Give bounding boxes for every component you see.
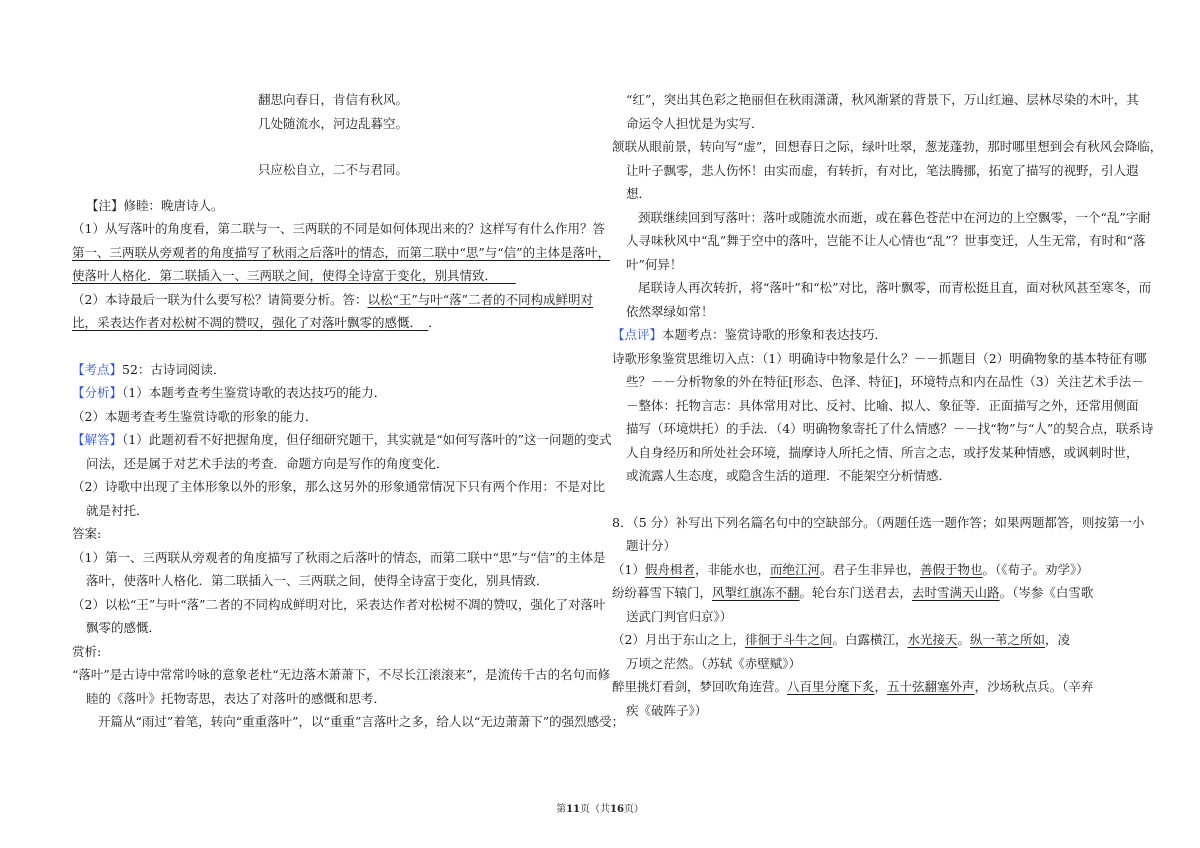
- analysis-line: 颈联继续回到写落叶：落叶或随流水而逝，或在暮色苍茫中在河边的上空飘零，一个“乱”字耐: [638, 209, 1151, 225]
- answer-2-line: 比，采表达作者对松树不凋的赞叹，强化了对落叶飘零的感慨． ．: [72, 315, 441, 330]
- kaodian: 【考点】52：古诗词阅读．: [72, 361, 226, 377]
- poem-line: 翻思向春日，肯信有秋风。: [258, 92, 409, 107]
- answer-1-text: 使落叶人格化．第二联插入一、三两联之间，使得全诗富于变化，别具情致．: [72, 268, 491, 283]
- fill-2-line: （2）月出于东山之上，徘徊于斗牛之间。白露横江，水光接天。纵一苇之所如，凌: [612, 632, 1071, 647]
- shangxi-line: 开篇从“雨过”着笔，转向“重重落叶”，以“重重”言落叶之多，给人以“无边萧萧下”的强烈感受；: [98, 714, 625, 729]
- page-footer: 第11页（共16页）: [556, 804, 644, 815]
- blank-answer: 善假于物也: [920, 561, 983, 577]
- jieda-tag: 【解答】: [72, 432, 123, 447]
- answer-1-line: [72, 264, 592, 288]
- answer-1-line: 第一、三两联从旁观者的角度描写了秋雨之后落叶的情态，而第二联中“思”与“信”的主体是落叶，: [72, 244, 611, 260]
- analysis-line: “红”，突出其色彩之艳丽但在秋雨潇潇，秋风渐紧的背景下，万山红遍、层林尽染的木叶，其: [626, 92, 1139, 107]
- shangxi-line: “落叶”是古诗中常常吟咏的意象老杜“无边落木萧萧下，不尽长江滚滚来”，是流传千古的名句而修: [72, 667, 611, 682]
- blank-answer: 假舟楫者: [644, 561, 695, 577]
- answer-line: （2）以松“王”与叶“落”二者的不同构成鲜明对比，采表达作者对松树不凋的赞叹，强化了对落叶: [72, 596, 606, 612]
- guide-line: －整体：托物言志：具体常用对比、反衬、比喻、拟人、象征等．正面描写之外，还常用侧面: [626, 397, 1139, 413]
- page-total: 16: [610, 804, 624, 815]
- answer-2-text: 以松“王”与叶“落”二者的不同构成鲜明对: [367, 291, 594, 307]
- blank-answer: 八百里分麾下炙: [787, 679, 875, 694]
- dianping: 【点评】本题考点：鉴赏诗歌的形象和表达技巧．: [612, 327, 888, 342]
- answer-label: 答案:: [72, 526, 102, 541]
- fenxi-line: （2）本题考查考生鉴赏诗歌的形象的能力．: [72, 408, 318, 424]
- guide-line: 些？－－分析物象的外在特征[形态、色泽、特征]，环境特点和内在品性（3）关注艺术手法－: [626, 374, 1144, 389]
- fill-1-line: 送武门判官归京》）: [626, 608, 733, 624]
- question-2: （2）本诗最后一联为什么要写松？请简要分析。答：以松“王”与叶“落”二者的不同构成鲜明对: [72, 291, 594, 307]
- right-column: [612, 88, 1163, 722]
- shangxi-line: 睦的《落叶》托物寄思，表达了对落叶的感慨和思考．: [86, 690, 387, 706]
- analysis-line: 颔联从眼前景，转向写“虚”，回想春日之际，绿叶吐翠，葱茏蓬勃，那时哪里想到会有秋风会降临，: [612, 139, 1163, 154]
- analysis-line: 人寻味秋风中“乱”舞于空中的落叶，岂能不让人心情也“乱”？世事变迁，人生无常，有时和“落: [626, 233, 1146, 248]
- blank-answer: 纵一苇之所如: [970, 632, 1046, 647]
- fill-1-line: 纷纷暮雪下辕门，风掣红旗冻不翻。轮台东门送君去，去时雪满天山路。（岑参《白雪歌: [612, 585, 1094, 600]
- analysis-line: 叶”何异！: [626, 256, 683, 272]
- analysis-line: 尾联诗人再次转折，将“落叶”和“松”对比，落叶飘零，而青松挺且直，面对秋风甚至寒冬，而: [638, 280, 1152, 295]
- blank-answer: 而绝江河: [769, 561, 820, 577]
- jieda-line: 问法，还是属于对艺术手法的考查．命题方向是写作的角度变化．: [86, 455, 449, 471]
- shangxi-label: 赏析:: [72, 643, 102, 659]
- analysis-line: 依然翠绿如常！: [626, 303, 714, 319]
- answer-line: 飘零的感慨．: [86, 620, 162, 635]
- guide-line: 人自身经历和所处社会环境，揣摩诗人所托之情、所言之志，或抒发某种情感，或讽刺时世，: [626, 444, 1139, 460]
- blank-answer: 去时雪满天山路: [912, 585, 1000, 600]
- fenxi-tag: 【分析】: [72, 385, 123, 400]
- blank-answer: 五十弦翻塞外声: [887, 679, 975, 694]
- guide-line: 或流露人生态度，或隐含生活的道理．不能架空分析情感．: [626, 468, 952, 483]
- question-8: 8．（5 分）补写出下列名篇名句中的空缺部分。（两题任选一题作答；如果两题都答，则按第一小: [612, 514, 1145, 530]
- answer-2-text: 比，采表达作者对松树不凋的赞叹，强化了对落叶飘零的感慨．: [72, 315, 416, 330]
- poem-line: 几处随流水，河边乱暮空。: [258, 115, 409, 131]
- answer-line: （1）第一、三两联从旁观者的角度描写了秋雨之后落叶的情态，而第二联中“思”与“信”的主体是: [72, 549, 606, 565]
- analysis-line: 让叶子飘零，悲人伤怀！由实而虚，有转折，有对比，笔法腾挪，拓宽了描写的视野，引人遐: [626, 162, 1139, 178]
- analysis-line: 命运令人担忧是为实写．: [626, 115, 764, 131]
- jieda: 【解答】（1）此题初看不好把握角度，但仔细研究题干，其实就是“如何写落叶的”这一问题的变式: [72, 432, 612, 447]
- fill-2-line: 疾《破阵子》）: [626, 702, 708, 718]
- fill-2-line: 万顷之茫然。（苏轼《赤壁赋》）: [626, 655, 802, 671]
- note: 【注】修睦：晚唐诗人。: [86, 197, 224, 213]
- blank-answer: 风掣红旗冻不翻: [712, 585, 800, 600]
- left-column: [72, 88, 625, 734]
- analysis-line: 想．: [626, 186, 652, 201]
- dianping-tag: 【点评】: [612, 327, 663, 342]
- question-1: （1）从写落叶的角度看，第二联与一、三两联的不同是如何体现出来的？这样写有什么作用？答: [72, 221, 605, 236]
- fill-1-line: （1）假舟楫者，非能水也，而绝江河。君子生非异也，善假于物也。（《荀子。劝学》）: [612, 561, 1089, 577]
- blank-answer: 徘徊于斗牛之间: [744, 632, 833, 647]
- jieda-line: 就是衬托．: [86, 502, 149, 518]
- fill-2-line: 醉里挑灯看剑，梦回吹角连营。八百里分麾下炙，五十弦翻塞外声，沙场秋点兵。（辛弃: [612, 679, 1094, 694]
- answer-line: 落叶，使落叶人格化．第二联插入一、三两联之间，使得全诗富于变化，别具情致．: [86, 573, 549, 588]
- guide-line: 描写（环境烘托）的手法．（4）明确物象寄托了什么情感？－－找“物”与“人”的契合点，联系诗: [626, 421, 1154, 436]
- guide-line: 诗歌形象鉴赏思维切入点：（1）明确诗中物象是什么？－－抓题目（2）明确物象的基本特征有哪: [612, 350, 1147, 366]
- blank-answer: 水光接天: [907, 632, 958, 647]
- question-8-line: 题计分）: [626, 538, 677, 553]
- page-number: 11: [566, 804, 580, 815]
- jieda-line: （2）诗歌中出现了主体形象以外的形象，那么这另外的形象通常情况下只有两个作用：不是对比: [72, 479, 605, 494]
- fenxi: 【分析】（1）本题考查考生鉴赏诗歌的表达技巧的能力．: [72, 385, 387, 400]
- kaodian-tag: 【考点】: [72, 361, 123, 377]
- poem-line: 只应松自立，二不与君同。: [258, 162, 409, 177]
